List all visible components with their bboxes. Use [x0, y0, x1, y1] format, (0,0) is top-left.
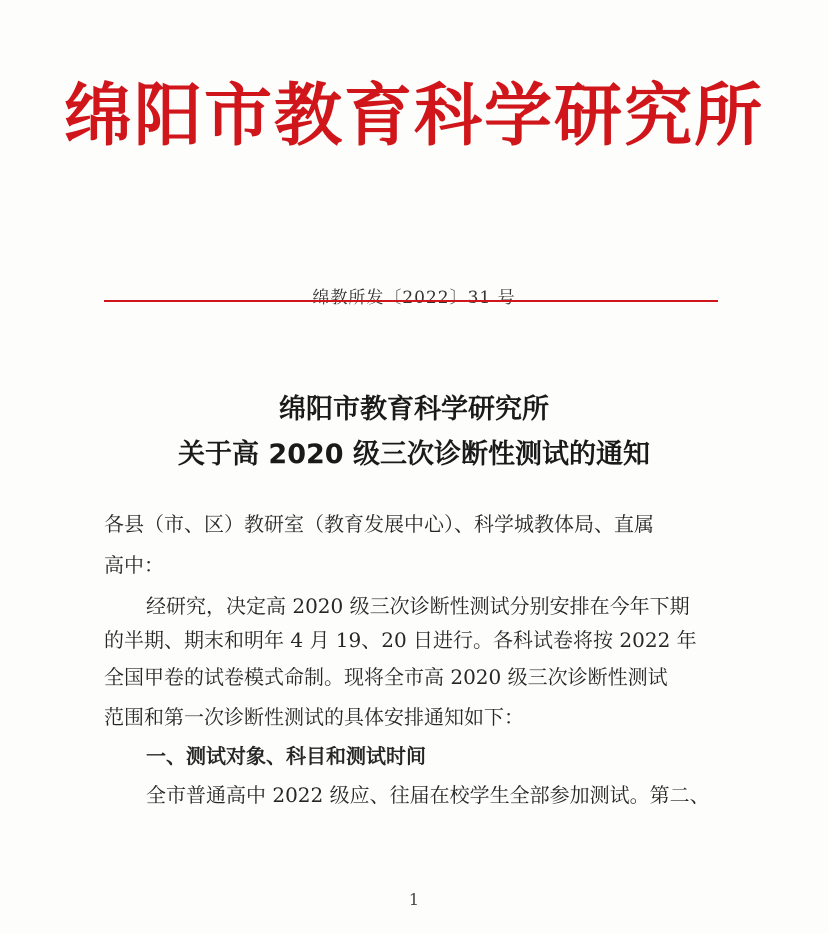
red-divider-line [104, 300, 718, 302]
letterhead-title: 绵阳市教育科学研究所 [63, 76, 764, 156]
recipients-line-1: 各县（市、区）教研室（教育发展中心）、科学城教体局、直属 [104, 512, 654, 536]
page-number: 1 [408, 890, 420, 909]
notice-title-line-2: 关于高 2020 级三次诊断性测试的通知 [178, 439, 650, 470]
paragraph-1-line-1: 经研究，决定高 2020 级三次诊断性测试分别安排在今年下期 [146, 594, 690, 618]
paragraph-1-line-2: 的半期、期末和明年 4 月 19、20 日进行。各科试卷将按 2022 年 [104, 628, 697, 652]
recipients-line-2: 高中： [104, 553, 164, 577]
paragraph-1-line-3: 全国甲卷的试卷模式命制。现将全市高 2020 级三次诊断性测试 [104, 665, 668, 689]
notice-title-line-1: 绵阳市教育科学研究所 [279, 394, 549, 425]
section-1-heading: 一、测试对象、科目和测试时间 [146, 744, 426, 768]
paragraph-1-line-4: 范围和第一次诊断性测试的具体安排通知如下： [104, 705, 524, 729]
document-number: 绵教所发〔2022〕31 号 [312, 288, 516, 308]
section-1-line-1: 全市普通高中 2022 级应、往届在校学生全部参加测试。第二、 [146, 783, 710, 807]
